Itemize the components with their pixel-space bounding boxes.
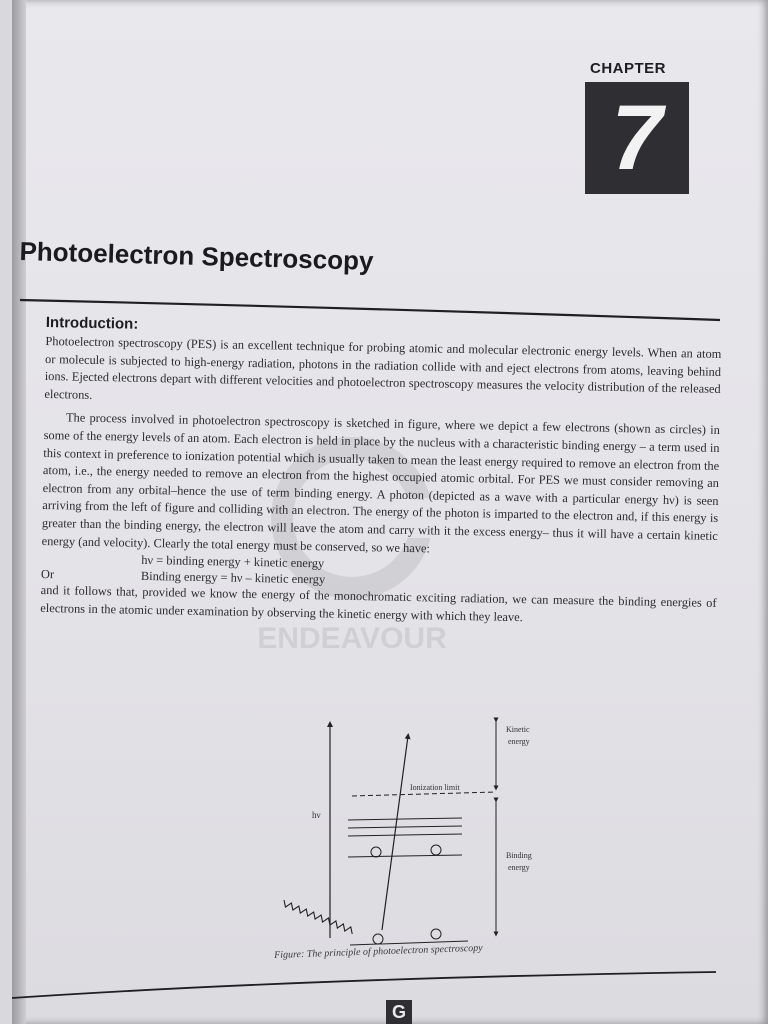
equation-1-text: hν = binding energy + kinetic energy (141, 553, 325, 571)
watermark-text: ENDEAVOUR (257, 622, 447, 655)
electron (431, 845, 441, 855)
electron (431, 929, 441, 939)
paragraph-1: Photoelectron spectroscopy (PES) is an excellent technique for probing atomic and molecular electronic energy levels. When an atom or molecule is subjected to high-energy radiation, photons in the radiation collide with and eject electrons from atoms, leaving behind ions. Ejected electrons depart with different velocities and photoelectron spectroscopy measures the velocity distribution of the released electrons. (44, 333, 722, 402)
book-spine (12, 0, 26, 1024)
book-page (12, 0, 768, 1024)
binding-label-1: Binding (506, 851, 532, 860)
ejected-electron-arrow (382, 736, 408, 930)
bottom-rule (12, 960, 732, 1000)
electron (371, 847, 381, 857)
kinetic-label-2: energy (508, 737, 530, 746)
energy-level (348, 826, 462, 828)
paragraph-2: The process involved in photoelectron spectroscopy is sketched in figure, where we depict a few electrons (shown as circles) in some of the energy levels of an atom. Each electron is held in place by the nucleus with a characteristic binding energy – a term used in this context in preference to ionization potential which is usually taken to mean the least energy required to remove an electron from the atom, i.e., the energy needed to remove an electron from the highest occupied atomic orbital. For PES we must consider removing an electron from any orbital–hence the use of term binding energy. A photon (depicted as a wave with a particular energy hν) is seen arriving from the left of figure and colliding with an electron. The energy of the photon is imparted to the electron and, if this energy is greater than the binding energy, the electron will leave the atom and carry with it the excess energy– thus it will have a certain kinetic energy (and velocity). Clearly the total energy must be conserved, so we have: (41, 410, 721, 555)
energy-level (348, 855, 462, 857)
main-content (40, 314, 722, 630)
publisher-logo-letter: G (391, 1001, 406, 1022)
ionization-limit-line (352, 792, 496, 796)
pes-figure (274, 712, 574, 948)
equation-2-prefix: Or (40, 567, 55, 582)
hv-label: hν (312, 810, 321, 820)
chapter-number-box (585, 82, 689, 194)
electron (373, 934, 383, 944)
ionization-limit-label: Ionization limit (410, 783, 460, 792)
paragraph-3: and it follows that, provided we know the energy of the monochromatic exciting radiation, we can measure the binding energies of electrons in the atomic under examination by observing the kinetic energy with which they leave. (40, 583, 717, 624)
kinetic-label-1: Kinetic (506, 725, 530, 734)
publisher-logo (386, 1000, 412, 1024)
chapter-title: Photoelectron Spectroscopy (19, 236, 374, 276)
equation-2-text: Binding energy = hν – kinetic energy (140, 568, 326, 587)
energy-level (348, 818, 462, 820)
chapter-label: CHAPTER (590, 60, 667, 77)
photon-wave (282, 900, 355, 934)
binding-label-2: energy (508, 863, 530, 872)
energy-level (348, 834, 462, 836)
intro-heading: Introduction: (45, 314, 139, 333)
figure-caption: Figure: The principle of photoelectron spectroscopy (274, 942, 483, 961)
chapter-number: 7 (611, 86, 663, 189)
